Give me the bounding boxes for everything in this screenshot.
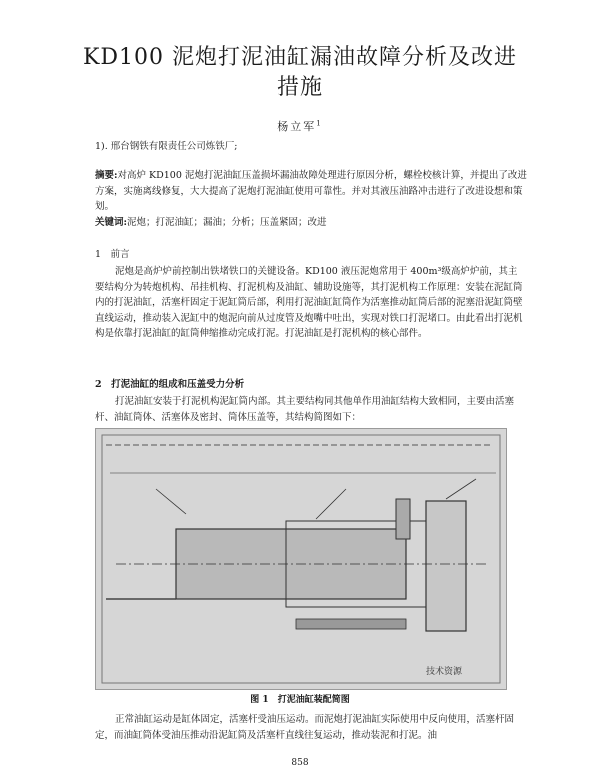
section2-heading: 2 打泥油缸的组成和压盖受力分析 [95,379,245,390]
paper-title-line2: 措施 [276,75,323,100]
paper-title-line1: KD100 泥炮打泥油缸漏油故障分析及改进 [82,45,518,70]
assembly-figure [95,428,507,690]
page-number: 858 [291,758,309,768]
figure-caption: 图 1 打泥油缸装配简图 [250,695,350,705]
keywords-label: 关键词: [95,217,128,228]
cylinder-drawing [96,429,506,689]
abstract-label: 摘要: [95,170,118,181]
section2-body: 打泥油缸安装于打泥机构泥缸筒内部。其主要结构同其他单作用油缸结构大致相同，主要由活塞杆、油缸筒体、活塞体及密封、筒体压盖等，其结构简图如下： [95,396,515,423]
keywords [95,215,530,231]
section1-body: 泥炮是高炉炉前控制出铁堵铁口的关键设备。KD100 液压泥炮常用于 400m³级高炉炉前，其主要结构分为转炮机构、吊挂机构、打泥机构及油缸、辅助设施等，其打泥机构工作原理：安装在泥缸筒内的打泥油缸，活塞杆固定于泥缸筒后部，利用打泥油缸缸筒作为活塞推动缸筒后部的泥塞沿泥缸筒壁直线运动，推动装入泥缸中的炮泥向前从过度管及炮嘴中吐出，实现对铁口打泥堵口。由此看出打泥机构是依靠打泥油缸的缸筒伸缩推动完成打泥。打泥油缸是打泥机构的核心部件。 [95,266,523,339]
abstract-text: 对高炉 KD100 泥炮打泥油缸压盖损坏漏油故障处理进行原因分析，螺栓校核计算，并提出了改进方案，实施离线修复，大大提高了泥炮打泥油缸使用可靠性。并对其液压油路冲击进行了改进设想和策划。 [95,170,527,212]
end-cover [426,501,466,631]
section1-heading: 1 前言 [95,249,130,260]
author-name: 杨立军 [277,120,317,133]
piston-rod [296,619,406,629]
author-affil-mark: 1 [316,119,323,128]
keywords-text: 泥炮；打泥油缸；漏油；分析；压盖紧固；改进 [127,217,327,228]
paragraph-3: 正常油缸运动是缸体固定，活塞杆受油压运动。而泥炮打泥油缸实际使用中反向使用，活塞杆固定，而油缸筒体受油压推动沿泥缸筒及活塞杆直线往复运动，推动装泥和打泥。油 [95,714,515,741]
affiliation: 1). 邢台钢铁有限责任公司炼铁厂; [95,141,238,152]
author [0,118,600,134]
figure-label: 技术资源 [426,666,463,676]
cover-bolt [396,499,410,539]
abstract [95,168,530,215]
